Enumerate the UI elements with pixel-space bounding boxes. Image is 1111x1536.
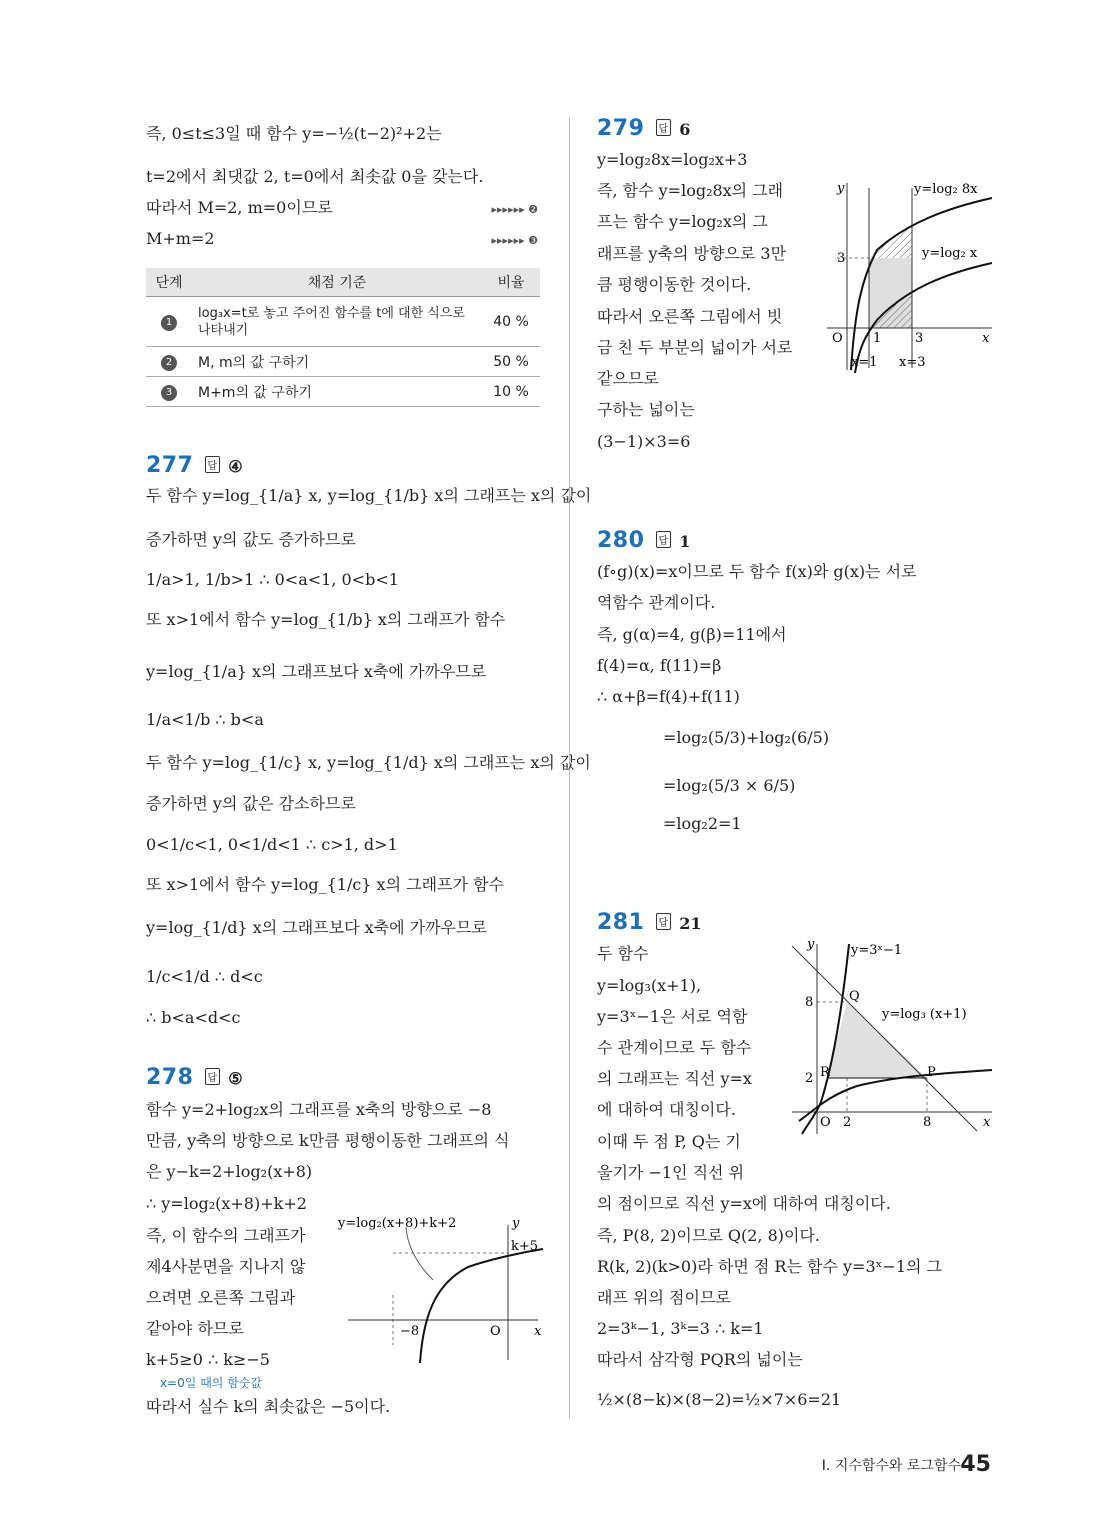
p278-line: 은 y−k=2+log₂(x+8) bbox=[146, 1162, 313, 1181]
p280-line: f(4)=α, f(11)=β bbox=[597, 656, 722, 675]
answer-tag: 답 bbox=[205, 1068, 221, 1085]
step-mark-3: ▸▸▸▸▸▸ ❸ bbox=[491, 234, 538, 247]
problem-277-header bbox=[146, 453, 243, 478]
log-curve bbox=[420, 1249, 543, 1363]
p281-graph bbox=[787, 936, 997, 1136]
table-header: 채점 기준 bbox=[192, 268, 482, 297]
log-label: y=log₃ (x+1) bbox=[882, 1007, 967, 1022]
intro-line-4 bbox=[146, 229, 544, 249]
answer-tag: 답 bbox=[656, 119, 672, 136]
p281-line: 에 대하여 대칭이다. bbox=[597, 1100, 736, 1119]
table-cell-ratio: 50 % bbox=[482, 347, 540, 377]
problem-number: 277 bbox=[146, 453, 194, 478]
p279-line: 큼 평행이동한 것이다. bbox=[597, 275, 752, 294]
origin-label: O bbox=[832, 331, 843, 346]
x2-label: 2 bbox=[843, 1115, 852, 1130]
answer-value: ④ bbox=[228, 457, 243, 476]
table-cell-ratio: 40 % bbox=[482, 297, 540, 347]
intro-line-3-text: 따라서 M=2, m=0이므로 bbox=[146, 198, 333, 217]
problem-number: 279 bbox=[597, 116, 645, 141]
p281-line: 즉, P(8, 2)이므로 Q(2, 8)이다. bbox=[597, 1226, 820, 1245]
problem-number: 278 bbox=[146, 1065, 194, 1090]
p279-line: 래프를 y축의 방향으로 3만 bbox=[597, 244, 787, 263]
chapter-title: I. 지수함수와 로그함수 bbox=[821, 1458, 961, 1474]
table-row bbox=[146, 377, 540, 407]
curve-label: y=log₂(x+8)+k+2 bbox=[338, 1216, 457, 1231]
table-row bbox=[146, 347, 540, 377]
v1-label: x=1 bbox=[851, 355, 878, 370]
y8-label: 8 bbox=[805, 995, 814, 1010]
p277-line: 두 함수 y=log_{1/c} x, y=log_{1/d} x의 그래프는 x의 값이 bbox=[146, 753, 591, 772]
p281-line: 의 그래프는 직선 y=x bbox=[597, 1069, 752, 1088]
p279-line: 같으므로 bbox=[597, 369, 659, 388]
x-tick-label: −8 bbox=[400, 1324, 420, 1339]
R-label: R bbox=[820, 1065, 830, 1080]
p281-line: 의 점이므로 직선 y=x에 대하여 대칭이다. bbox=[597, 1194, 891, 1213]
x-label: x bbox=[983, 1115, 991, 1130]
answer-value: ⑤ bbox=[228, 1069, 243, 1088]
step-badge: 1 bbox=[161, 315, 177, 331]
p279-graph bbox=[817, 178, 997, 373]
step-badge: 2 bbox=[161, 355, 177, 371]
p278-line: k+5≥0 ∴ k≥−5 bbox=[146, 1350, 270, 1369]
p281-line: 따라서 삼각형 PQR의 넓이는 bbox=[597, 1350, 803, 1369]
p280-line: =log₂2=1 bbox=[663, 814, 742, 833]
y3-label: 3 bbox=[837, 251, 846, 266]
p278-line: 즉, 이 함수의 그래프가 bbox=[146, 1226, 306, 1245]
p277-line: 또 x>1에서 함수 y=log_{1/b} x의 그래프가 함수 bbox=[146, 610, 506, 629]
intro-line-4-text: M+m=2 bbox=[146, 229, 215, 248]
table-cell-criterion: log₃x=t로 놓고 주어진 함수를 t에 대한 식으로 나타내기 bbox=[192, 297, 482, 347]
p277-line: 1/a<1/b ∴ b<a bbox=[146, 710, 264, 729]
p277-line: 1/a>1, 1/b>1 ∴ 0<a<1, 0<b<1 bbox=[146, 570, 399, 589]
P-label: P bbox=[927, 1065, 936, 1080]
y-label: y bbox=[512, 1216, 520, 1231]
table-cell-ratio: 10 % bbox=[482, 377, 540, 407]
table-row bbox=[146, 297, 540, 347]
x-label: x bbox=[982, 331, 990, 346]
intro-line-1: 즉, 0≤t≤3일 때 함수 y=−½(t−2)²+2는 bbox=[146, 124, 442, 143]
answer-value: 1 bbox=[679, 532, 691, 551]
p281-line: y=3ˣ−1은 서로 역함 bbox=[597, 1007, 748, 1026]
p280-line: ∴ α+β=f(4)+f(11) bbox=[597, 687, 740, 706]
problem-278-header bbox=[146, 1065, 243, 1090]
x3-label: 3 bbox=[915, 331, 924, 346]
p278-line: 제4사분면을 지나지 않 bbox=[146, 1257, 306, 1276]
exp-label: y=3ˣ−1 bbox=[851, 943, 903, 958]
upper-label: y=log₂ 8x bbox=[914, 182, 978, 197]
p278-line: 으려면 오른쪽 그림과 bbox=[146, 1288, 296, 1307]
p280-line: 역함수 관계이다. bbox=[597, 593, 716, 612]
p281-line: 이때 두 점 P, Q는 기 bbox=[597, 1132, 741, 1151]
table-cell-step bbox=[146, 377, 192, 407]
answer-tag: 답 bbox=[656, 913, 672, 930]
p278-line: 같아야 하므로 bbox=[146, 1319, 244, 1338]
p278-line: 만큼, y축의 방향으로 k만큼 평행이동한 그래프의 식 bbox=[146, 1131, 510, 1150]
p278-note bbox=[160, 1372, 262, 1391]
note-text: x=0일 때의 함숫값 bbox=[160, 1376, 262, 1390]
answer-value: 21 bbox=[679, 914, 702, 933]
problem-number: 280 bbox=[597, 528, 645, 553]
table-header-row bbox=[146, 268, 540, 297]
page-number: 45 bbox=[960, 1452, 991, 1477]
answer-tag: 답 bbox=[205, 456, 221, 473]
k5-label: k+5 bbox=[511, 1239, 539, 1254]
problem-280-header bbox=[597, 528, 690, 553]
p277-line: 또 x>1에서 함수 y=log_{1/c} x의 그래프가 함수 bbox=[146, 875, 504, 894]
p279-line: 구하는 넓이는 bbox=[597, 400, 695, 419]
problem-281-header bbox=[597, 910, 702, 935]
lower-label: y=log₂ x bbox=[922, 246, 978, 261]
p277-line: 1/c<1/d ∴ d<c bbox=[146, 967, 263, 986]
intro-line-3 bbox=[146, 198, 544, 218]
table-cell-step bbox=[146, 297, 192, 347]
table-header: 단계 bbox=[146, 268, 192, 297]
v3-label: x=3 bbox=[899, 355, 926, 370]
table-header: 비율 bbox=[482, 268, 540, 297]
origin-label: O bbox=[820, 1115, 831, 1130]
p280-line: (f∘g)(x)=x이므로 두 함수 f(x)와 g(x)는 서로 bbox=[597, 562, 917, 581]
table-cell-criterion: M, m의 값 구하기 bbox=[192, 347, 482, 377]
intro-line-2: t=2에서 최댓값 2, t=0에서 최솟값 0을 갖는다. bbox=[146, 167, 484, 186]
x-label: x bbox=[534, 1324, 542, 1339]
p278-line: 함수 y=2+log₂x의 그래프를 x축의 방향으로 −8 bbox=[146, 1100, 492, 1119]
p279-line: 프는 함수 y=log₂x의 그 bbox=[597, 212, 768, 231]
step-badge: 3 bbox=[161, 385, 177, 401]
scoring-table bbox=[146, 268, 540, 407]
p281-line: ½×(8−k)×(8−2)=½×7×6=21 bbox=[597, 1390, 842, 1409]
problem-279-header bbox=[597, 116, 690, 141]
x1-label: 1 bbox=[873, 331, 882, 346]
x8-label: 8 bbox=[923, 1115, 932, 1130]
origin-label: O bbox=[490, 1324, 501, 1339]
p278-line: ∴ y=log₂(x+8)+k+2 bbox=[146, 1194, 307, 1213]
problem-number: 281 bbox=[597, 910, 645, 935]
table-cell-criterion: M+m의 값 구하기 bbox=[192, 377, 482, 407]
p278-graph bbox=[338, 1215, 548, 1365]
y2-label: 2 bbox=[805, 1071, 814, 1086]
p280-line: =log₂(5/3 × 6/5) bbox=[663, 776, 796, 795]
p279-line: 즉, 함수 y=log₂8x의 그래 bbox=[597, 181, 784, 200]
p281-line: 2=3ᵏ−1, 3ᵏ=3 ∴ k=1 bbox=[597, 1319, 764, 1338]
p281-line: y=log₃(x+1), bbox=[597, 976, 702, 995]
y-label: y bbox=[807, 937, 815, 952]
p279-line: 금 친 두 부분의 넓이가 서로 bbox=[597, 338, 793, 357]
p281-line: 수 관계이므로 두 함수 bbox=[597, 1038, 752, 1057]
step-mark-2: ▸▸▸▸▸▸ ❷ bbox=[491, 203, 538, 216]
p277-line: 두 함수 y=log_{1/a} x, y=log_{1/b} x의 그래프는 x의 값이 bbox=[146, 486, 592, 505]
p277-line: 증가하면 y의 값도 증가하므로 bbox=[146, 530, 356, 549]
answer-value: 6 bbox=[679, 120, 691, 139]
p281-line: R(k, 2)(k>0)라 하면 점 R는 함수 y=3ˣ−1의 그 bbox=[597, 1257, 943, 1276]
p277-line: 증가하면 y의 값은 감소하므로 bbox=[146, 794, 356, 813]
p279-line: 따라서 오른쪽 그림에서 빗 bbox=[597, 307, 783, 326]
table-cell-step bbox=[146, 347, 192, 377]
p281-line: 울기가 −1인 직선 위 bbox=[597, 1163, 745, 1182]
p277-line: 0<1/c<1, 0<1/d<1 ∴ c>1, d>1 bbox=[146, 835, 398, 854]
p280-line: =log₂(5/3)+log₂(6/5) bbox=[663, 728, 830, 747]
p278-line: 따라서 실수 k의 최솟값은 −5이다. bbox=[146, 1397, 391, 1416]
y-label: y bbox=[837, 181, 845, 196]
answer-tag: 답 bbox=[656, 531, 672, 548]
p277-line: y=log_{1/a} x의 그래프보다 x축에 가까우므로 bbox=[146, 662, 487, 681]
p277-line: ∴ b<a<d<c bbox=[146, 1008, 241, 1027]
p281-line: 래프 위의 점이므로 bbox=[597, 1288, 731, 1307]
Q-label: Q bbox=[849, 989, 860, 1004]
p279-line: (3−1)×3=6 bbox=[597, 432, 691, 451]
p277-line: y=log_{1/d} x의 그래프보다 x축에 가까우므로 bbox=[146, 918, 487, 937]
p280-line: 즉, g(α)=4, g(β)=11에서 bbox=[597, 625, 787, 644]
p279-line: y=log₂8x=log₂x+3 bbox=[597, 150, 748, 169]
p281-line: 두 함수 bbox=[597, 944, 649, 963]
